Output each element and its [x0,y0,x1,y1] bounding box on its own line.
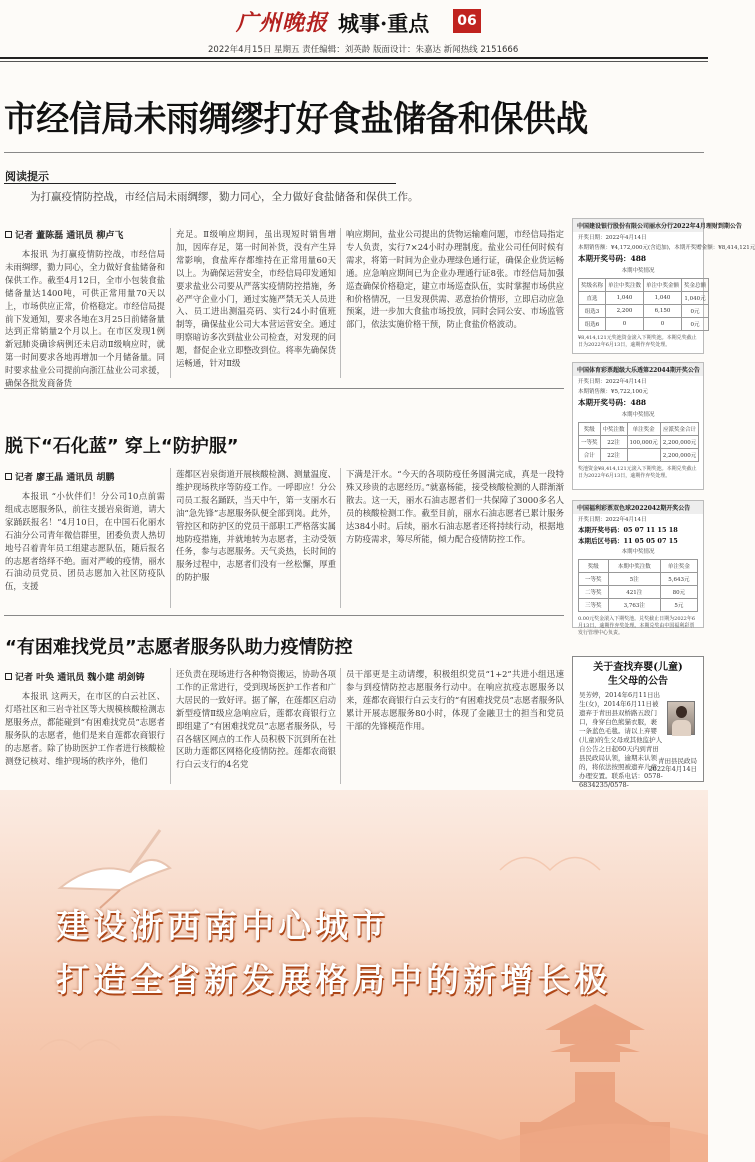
notice3-table-title: 本期中奖情况 [621,549,655,555]
lead-label: 阅读提示 [5,170,49,183]
column-divider [340,228,341,378]
story1-col3-text: 响应期间，盐业公司提出的货物运输难问题，市经信局指定专人负责，实行7×24小时办理制度。盐业公司任何时候有需求，将第一时间为企业办理绿色通行证，确保企业货运畅通。应急响应期间已为企业办理通行证8张。市经信局加强巡查确保价格稳定，建立市场巡查队伍，实时掌握市场供应和价格情况，一旦发现供需、恶意抬价情形，立即启动应急预案，进一步加大食盐市场投放，同时会同公安、市场监管部门，依法实施价格干预，防止食盐价格波动。 [346,229,564,330]
story1-column-2 [176,228,336,378]
newspaper-brand: 广州晚报 [236,10,329,36]
table-cell: 6,150 [644,305,682,318]
table-cell: 一等奖 [579,436,601,449]
crane-icon [60,830,170,908]
table-row [579,292,709,305]
table-row [579,599,698,612]
notice1-title: 中国建设银行股份有限公司丽水分行2022年4月理财到期公告 [573,219,703,232]
column-divider [340,468,341,608]
story1-column-3 [346,228,564,378]
top-rule-thin [0,61,708,62]
page-number-badge: 06 [453,9,481,33]
table-cell: 421注 [608,586,660,599]
table-cell: 5,643元 [660,573,697,586]
table-cell: 一等奖 [579,573,609,586]
table-header: 奖级 [579,423,601,436]
banner-slogan-line2: 打造全省新发展格局中的新增长极 [56,960,611,999]
notice3-footer: 0.00元奖金滚入下期奖池。兑奖截止日期为2022年6月13日，逾期作弃奖处理。本期兑奖由中国福利彩票发行管理中心负责。 [578,616,696,636]
table-header: 奖级 [579,560,609,573]
headline-rule [4,152,704,153]
table-header-row [579,279,709,292]
table-cell: 三等奖 [579,599,609,612]
notice1-line: 开奖日期：2022年4月14日 [578,235,647,241]
table-cell: 80元 [660,586,697,599]
table-cell: 100,000元 [627,436,660,449]
table-cell: 1,040 [606,292,644,305]
story3-byline [5,670,145,683]
table-header-row [579,423,699,436]
notice1-footer: ¥8,414,121元奖池资金滚入下期奖池。本期兑奖截止日为2022年6月13日，逾期作弃奖处理。 [578,335,697,348]
table-cell: 0元 [682,318,709,331]
banner-slogan-line1: 建设浙西南中心城市 [56,906,389,945]
missing-sign-org: 青田县民政局 [658,757,697,765]
table-cell: 5元 [660,599,697,612]
photo-body [672,720,691,736]
column-divider [340,668,341,784]
story2-col2-text: 莲都区岩泉街道开展核酸检测、测量温度、维护现场秩序等防疫工作。一呼即应！分公司员工报名踊跃，当天中午，第一支丽水石油“急先锋”志愿服务队便全部到岗。此外，管控区和防护区的党员干部职工严格落实属地防疫措施，并就地转为志愿者，主动受领任务，参与志愿服务。天气炎热，长时间的服务过程中，志愿者们没有一丝松懈，厚重的防护服 [176,469,336,583]
table-cell: 0元 [682,305,709,318]
table-header: 中奖注数 [600,423,627,436]
notice3-line: 开奖日期：2022年4月14日 [578,517,647,523]
table-header: 单注中奖金额 [644,279,682,292]
section-title: 城事·重点 [338,11,430,36]
table-header: 应派奖金合计 [660,423,699,436]
notice2-table-title: 本期中奖情况 [621,412,655,418]
table-cell: 2,200,000元 [660,436,699,449]
lottery-notice-2 [572,362,704,490]
story1-col1-text: 本报讯 为打赢疫情防控战，市经信局未雨绸缪，勠力同心，全力做好食盐储备和保供工作。截至4月12日，全市小包装食盐储备量达1400吨，可供正常用量70天以上，市场供应正常，价格稳定。市经信局提前下发通知，要求各地在3月25日前储备量达到正常销量2个月以上。在市区发现1例新冠肺炎确诊病例还未启动Ⅱ级响应时，就第一时间要求各地再增加一个月储备量。同时要求盐业公司提前向浙江盐业公司求援，确保各批发商备货 [5,249,165,389]
notice2-numbers: 本期开奖号码：488 [578,398,647,407]
table-cell [627,449,660,462]
table-cell: 3,763注 [608,599,660,612]
table-header: 奖金总额 [682,279,709,292]
column-divider [170,468,171,608]
notice2-footer: 奖池资金¥8,414,121元滚入下期奖池。本期兑奖截止日为2022年6月13日，逾期作弃奖处理。 [578,466,697,479]
story3-col1-text: 本报讯 这两天，在市区的白云社区、灯塔社区和三岩寺社区等大规模核酸检测志愿服务点，都能碰到“有困难找党员”志愿者服务队的志愿者，他们是来自莲都农商银行的志愿者。除了协助医护工作者进行核酸检测登记核对、维护现场的秩序外，他们 [5,691,165,766]
table-cell: 组选3 [579,305,606,318]
square-icon [5,673,12,680]
table-header: 单注中奖注数 [606,279,644,292]
notice3-numbers: 本期开奖号码：05 07 11 15 18 [578,526,678,534]
column-divider [170,668,171,784]
promo-banner [0,790,708,1162]
lottery-notice-1 [572,218,755,354]
notice3-table [578,559,698,612]
notice1-numbers: 本期开奖号码：488 [578,254,647,263]
child-photo [667,701,695,735]
notice2-line: 开奖日期：2022年4月14日 [578,379,647,385]
table-cell: 1,040 [644,292,682,305]
story1-col2-text: 充足。Ⅱ级响应期间，虽出现短时销售增加，因库存足，第一时间补货，没有产生异常影响，食盐库存都维持在正常用量60天以上。为确保运营安全，市经信局印发通知要求盐业公司要从严落实疫情防控措施，务必严守企业小门，通过实施严禁无关人员进入、员工进出测温亮码、实行24小时值班制等，确保盐业公司大本营运营安全。通过明察暗访多次到盐业公司检查，对发现的问题，督促企业立即整改到位。将率先确保货运畅通，针对Ⅱ级 [176,229,336,369]
story3-col2-text: 还负责在现场进行各种物资搬运，协助各项工作的正常进行，受到现场医护工作者和广大居民的一致好评。据了解，在莲都区启动新型疫情Ⅱ级应急响应后，莲都农商银行立即组建了“有困难找党员”志愿者服务队，号召各辖区网点的工作人员积极下沉到所在社区助力莲都区网格化疫情防控。莲都农商银行白云支行的4名党 [176,669,336,770]
story2-col1-text: 本报讯 “小伙伴们！分公司10点前需组成志愿服务队，前往支援岩泉街道，请大家踊跃报名！”4月10日，在中国石化丽水石油分公司青年微信群里，团委负责人热切地号召着青年员工组建志愿队伍，随后报名的志愿者络绎不绝。面对严峻的疫情，丽水石油动员党员、团员志愿加入社区防疫队伍，支援 [5,491,165,592]
story2-col3-text: 下满是汗水。“今天的各项防疫任务圆满完成，真是一段特殊又珍贵的志愿经历。”就嘉杨能，接受核酸检测的人群渐渐散去。这一天，丽水石油志愿者们一共保障了3000多名人员的核酸检测工作。截至目前，丽水石油志愿者已累计服务达384小时。后续，丽水石油志愿者还将持续行动，根据地方防疫需求，筹尽所能，倾力配合疫情防控工作。 [346,469,564,544]
story3-column-1 [5,690,165,784]
top-rule [0,57,708,59]
missing-title-line1: 关于查找弃婴(儿童) [593,662,683,673]
missing-notice-title [573,661,703,689]
story3-title: “有困难找党员”志愿者服务队助力疫情防控 [5,637,353,658]
photo-head [676,706,687,718]
lead-rule [4,183,396,184]
column-divider [170,228,171,378]
notice3-title: 中国福利彩票双色球2022042期开奖公告 [573,501,703,514]
square-icon [5,231,12,238]
missing-child-notice [572,656,704,789]
story3-col3-text: 员干部更是主动请缨，积极组织党员“1+2”共进小组迅速参与到疫情防控志愿服务行动中。在响应抗疫志愿服务以来，莲都农商银行白云支行的“有困难找党员”志愿者服务队累计开展志愿服务80小时，体现了金融卫士的担当和党员干部的先锋模范作用。 [346,669,564,731]
table-row [579,305,709,318]
table-cell: 22注 [600,449,627,462]
table-header: 本期中奖注数 [608,560,660,573]
table-cell: 合计 [579,449,601,462]
missing-title-line2: 生父母的公告 [608,676,668,687]
main-headline: 市经信局未雨绸缪打好食盐储备和保供战 [4,100,588,140]
story2-column-3 [346,468,564,608]
story3-byline-text: 记者 叶奂 通讯员 魏小建 胡剑铸 [15,673,145,683]
table-row [579,586,698,599]
story2-column-2 [176,468,336,608]
story2-title: 脱下“石化蓝” 穿上“防护服” [5,436,239,457]
table-cell: 2,200,000元 [660,449,699,462]
table-row [579,318,709,331]
story1-column-1 [5,248,165,389]
story1-byline [5,228,123,241]
masthead-subline: 2022年4月15日 星期五 责任编辑：刘英龄 版面设计：朱嘉达 新闻热线 2151666 [208,45,519,55]
table-header: 单注奖金 [627,423,660,436]
story1-byline-text: 记者 董陈磊 通讯员 柳卢飞 [15,231,124,241]
table-cell: 0 [644,318,682,331]
notice1-table-title: 本期中奖情况 [621,268,655,274]
lottery-notice-3 [572,500,704,636]
table-cell: 2,200 [606,305,644,318]
story2-column-1 [5,490,165,605]
missing-sign-date: 2022年4月14日 [648,765,697,773]
story3-column-2 [176,668,336,784]
table-cell: 22注 [600,436,627,449]
table-row [579,449,699,462]
table-cell: 0 [606,318,644,331]
story3-column-3 [346,668,564,784]
notice2-table [578,422,699,462]
table-cell: 1,040元 [682,292,709,305]
notice2-line: 本期销售额：¥5,722,100元 [578,389,648,395]
table-header: 单注奖金 [660,560,697,573]
missing-notice-body: 吴芳婷，2014年6月11日出生(女)，2014年6月11日被遗弃于青田县双桥路五段门口，身穿白色熊猫衣服，裹一条蓝色毛毯。请以上弃婴(儿童)的生父母或其他监护人自公告之日起60天内到青田县民政局认领，逾期未认领的，将依法按照被遗弃儿童办理安置。联系电话：0578-6834235/0578- [579,691,663,789]
section-rule [4,615,564,616]
square-icon [5,473,12,480]
table-cell: 二等奖 [579,586,609,599]
table-cell: 组选6 [579,318,606,331]
table-row [579,436,699,449]
notice1-table [578,278,709,331]
notice1-line: 本期销售额：¥4,172,000元(含追加)，本期开奖赠金额：¥8,414,121元 [578,245,755,251]
notice3-numbers-back: 本期后区号码：11 05 05 07 15 [578,537,678,545]
section-rule [4,388,564,389]
lead-text: 为打赢疫情防控战，市经信局未雨绸缪，勠力同心，全力做好食盐储备和保供工作。 [30,191,419,203]
story2-byline-text: 记者 廖王晶 通讯员 胡鹏 [15,473,115,483]
table-header: 奖级名称 [579,279,606,292]
notice2-title: 中国体育彩票超级大乐透第22044期开奖公告 [573,363,703,376]
table-cell: 直选 [579,292,606,305]
table-row [579,573,698,586]
table-header-row [579,560,698,573]
table-cell: 5注 [608,573,660,586]
story2-byline [5,470,114,483]
